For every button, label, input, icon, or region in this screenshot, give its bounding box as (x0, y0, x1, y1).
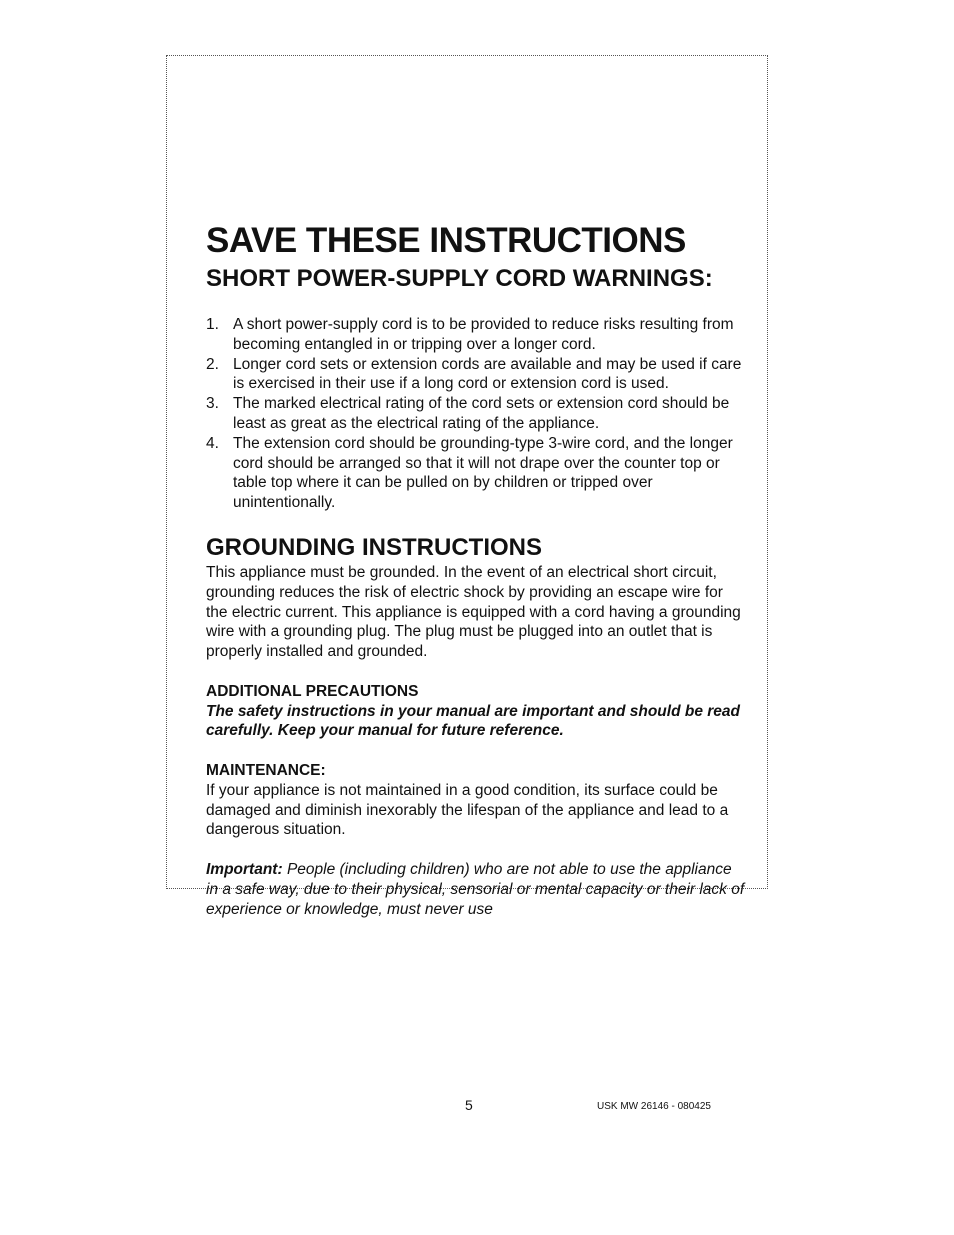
spacer (206, 840, 746, 860)
important-note (206, 860, 746, 919)
list-item-text: Longer cord sets or extension cords are available and may be used if care is exercised in their use if a long cord or extension cord is used. (233, 355, 742, 393)
list-item (206, 355, 746, 395)
additional-precautions-body: The safety instructions in your manual are important and should be read carefully. Keep your manual for future reference. (206, 702, 740, 740)
list-item-number: 3. (206, 395, 219, 413)
list-item (206, 434, 746, 513)
page-content (206, 219, 746, 919)
list-item-number: 4. (206, 434, 219, 452)
warnings-list (206, 315, 746, 513)
grounding-body: This appliance must be grounded. In the event of an electrical short circuit, grounding reduces the risk of electric shock by providing an escape wire for the electric current. This appliance is equipped with a cord having a grounding wire with a grounding plug. The plug must be plugged into an outlet that is properly installed and grounded. (206, 563, 741, 661)
grounding-heading: GROUNDING INSTRUCTIONS (206, 533, 542, 561)
important-body: People (including children) who are not able to use the appliance in a safe way, due to their physical, sensorial or mental capacity or their lack of experience or knowledge, must never use (206, 860, 745, 918)
maintenance-body: If your appliance is not maintained in a good condition, its surface could be damaged and diminish inexorably the lifespan of the appliance and lead to a dangerous situation. (206, 781, 729, 839)
list-item-text: The extension cord should be grounding-type 3-wire cord, and the longer cord should be arranged so that it will not drape over the counter top or table top where it can be pulled on by children or tripped over unintentionally. (233, 434, 733, 512)
list-item-number: 1. (206, 316, 219, 333)
document-code: USK MW 26146 - 080425 (597, 1101, 711, 1112)
maintenance-heading: MAINTENANCE: (206, 761, 326, 779)
warnings-heading: SHORT POWER-SUPPLY CORD WARNINGS: (206, 265, 713, 292)
list-item (206, 394, 746, 434)
important-label: Important: (206, 860, 283, 878)
list-item (206, 315, 746, 355)
list-item-number: 2. (206, 355, 219, 373)
page-title: SAVE THESE INSTRUCTIONS (206, 221, 686, 260)
list-item-text: The marked electrical rating of the cord sets or extension cord should be least as great as the electrical rating of the appliance. (233, 395, 730, 432)
page-number: 5 (465, 1097, 473, 1113)
list-item-text: A short power-supply cord is to be provided to reduce risks resulting from becoming entangled in or tripping over a longer cord. (233, 316, 734, 353)
additional-precautions-heading: ADDITIONAL PRECAUTIONS (206, 682, 419, 700)
